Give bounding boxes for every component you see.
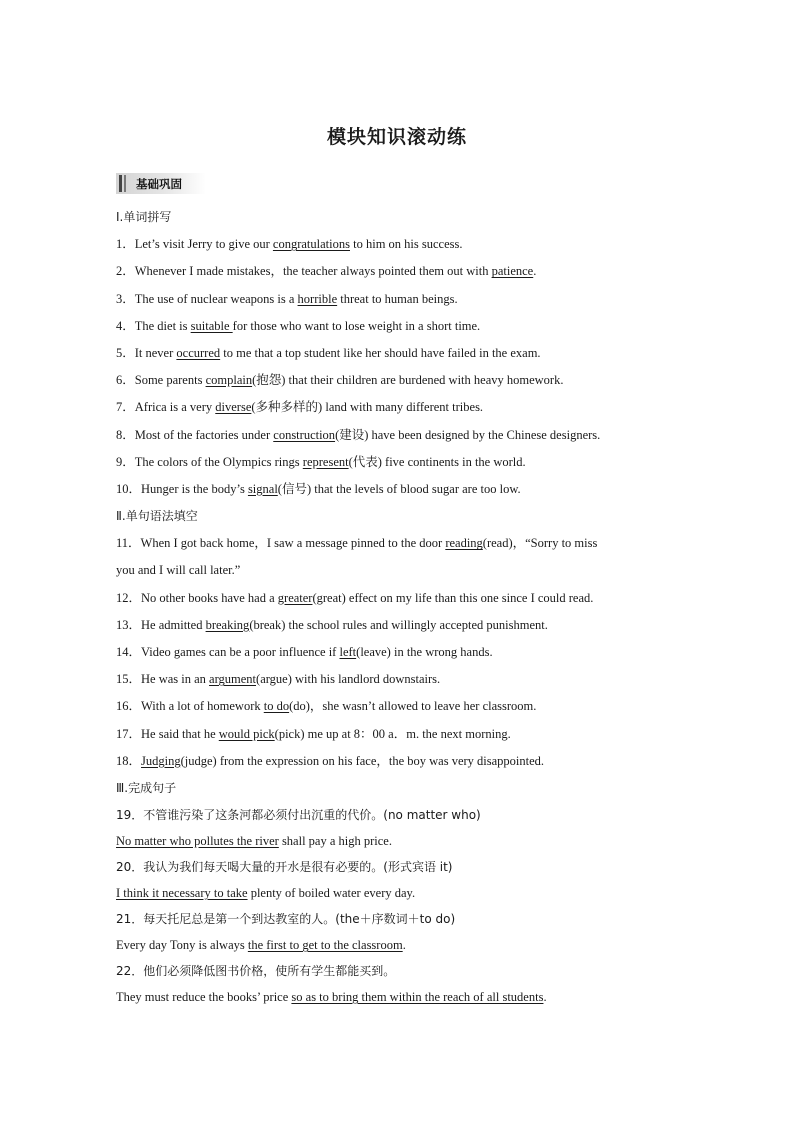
question-item	[116, 639, 686, 666]
question-text: (great) effect on my life than this one since I could read.	[312, 590, 594, 605]
question-text: 7．Africa is a very	[116, 400, 216, 415]
question-item	[116, 313, 686, 340]
chinese-prompt: 20．我认为我们每天喝大量的开水是很有必要的。(形式宾语 it)	[116, 860, 453, 875]
question-text: (argue) with his landlord downstairs.	[256, 672, 441, 687]
answer-line	[116, 828, 686, 854]
question-text: (break) the school rules and willingly accepted punishment.	[249, 617, 548, 632]
answer-text: signal	[247, 481, 278, 496]
sentence-text: They must reduce the books’ price	[116, 990, 292, 1005]
answer-text: breaking	[205, 617, 250, 632]
question-text: (judge) from the expression on his face，the boy was very disappointed.	[180, 753, 545, 768]
question-item	[116, 666, 686, 693]
section-tag	[116, 173, 206, 194]
question-item	[116, 585, 686, 612]
answer-text: No matter who pollutes the river	[116, 834, 279, 849]
question-text: 16．With a lot of homework	[116, 699, 264, 714]
answer-text: occurred	[176, 345, 221, 360]
question-text: threat to human beings.	[337, 291, 458, 306]
question-text: 18．	[116, 753, 142, 768]
question-text: 2．Whenever I made mistakes，the teacher always pointed them out with	[116, 264, 492, 279]
question-text: to him on his success.	[350, 237, 463, 252]
question-text: 6．Some parents	[116, 373, 206, 388]
question-continuation: you and I will call later.”	[116, 563, 241, 578]
question-item	[116, 286, 686, 313]
question-item	[116, 721, 686, 748]
tag-bar-icon	[119, 175, 122, 192]
question-text: 10．Hunger is the body’s	[116, 481, 248, 496]
question-text: (pick) me up at 8：00 a．m. the next morning.	[274, 726, 511, 741]
question-item	[116, 530, 686, 557]
exercise-content	[116, 204, 686, 1010]
question-text: (read)，“Sorry to miss	[482, 536, 598, 551]
question-text: 1．Let’s visit Jerry to give our	[116, 237, 273, 252]
answer-text: so as to bring them within the reach of all students	[291, 990, 544, 1005]
part2-list	[116, 585, 686, 775]
part3-heading: Ⅲ.完成句子	[116, 780, 177, 795]
answer-text: represent	[302, 454, 349, 469]
question-item	[116, 449, 686, 476]
sentence-text: shall pay a high price.	[278, 834, 392, 849]
answer-text: I think it necessary to take	[116, 886, 248, 901]
question-text: to me that a top student like her should have failed in the exam.	[220, 345, 541, 360]
question-text: (建设) have been designed by the Chinese designers.	[335, 427, 601, 442]
question-item	[116, 394, 686, 421]
answer-text: congratulations	[272, 237, 350, 252]
answer-line	[116, 932, 686, 958]
sentence-text: .	[543, 990, 547, 1005]
page-title: 模块知识滚动练	[326, 126, 467, 148]
question-text: 13．He admitted	[116, 617, 206, 632]
question-text: 8．Most of the factories under	[116, 427, 274, 442]
question-text: 4．The diet is	[116, 318, 191, 333]
question-text: 14．Video games can be a poor influence if	[116, 645, 340, 659]
answer-text: complain	[205, 373, 253, 388]
question-item	[116, 693, 686, 720]
question-text: (抱怨) that their children are burdened with heavy homework.	[252, 373, 564, 388]
question-text: 5．It never	[116, 345, 177, 360]
answer-text: patience	[491, 264, 534, 279]
sentence-text: plenty of boiled water every day.	[247, 886, 416, 901]
sentence-text: Every day Tony is always	[116, 938, 248, 953]
part2-heading: Ⅱ.单句语法填空	[116, 509, 198, 524]
question-text: for those who want to lose weight in a short time.	[232, 318, 481, 333]
answer-text: the first to get to the classroom	[247, 938, 403, 953]
question-text: (do)，she wasn’t allowed to leave her classroom.	[289, 699, 537, 714]
question-text: 9．The colors of the Olympics rings	[116, 454, 303, 469]
answer-text: would pick	[218, 726, 275, 741]
answer-text: Judging	[141, 753, 181, 768]
answer-text: left	[339, 645, 357, 659]
question-item	[116, 612, 686, 639]
sentence-text: .	[402, 938, 406, 953]
question-item	[116, 340, 686, 367]
part1-list	[116, 231, 686, 503]
answer-text: suitable	[190, 318, 233, 333]
answer-text: argument	[209, 672, 257, 687]
question-item	[116, 476, 686, 503]
question-item	[116, 422, 686, 449]
question-text: 11．When I got back home，I saw a message pinned to the door	[116, 536, 446, 551]
question-text: 15．He was in an	[116, 672, 210, 687]
question-text: (信号) that the levels of blood sugar are too low.	[277, 481, 521, 496]
part1-heading: Ⅰ.单词拼写	[116, 210, 172, 224]
section-tag-label: 基础巩固	[136, 176, 182, 191]
question-text: 3．The use of nuclear weapons is a	[116, 291, 298, 306]
question-text: .	[533, 264, 537, 279]
question-item	[116, 367, 686, 394]
answer-line	[116, 880, 686, 906]
question-item	[116, 231, 686, 258]
answer-text: construction	[273, 427, 336, 442]
question-item	[116, 258, 686, 285]
answer-text: to do	[263, 699, 290, 714]
part3-list	[116, 802, 686, 1010]
answer-text: greater	[277, 590, 313, 605]
chinese-prompt: 19．不管谁污染了这条河都必须付出沉重的代价。(no matter who)	[116, 808, 481, 823]
answer-text: diverse	[215, 400, 252, 415]
question-text: 17．He said that he	[116, 726, 219, 741]
answer-text: horrible	[297, 291, 338, 306]
answer-line	[116, 984, 686, 1010]
chinese-prompt: 21．每天托尼总是第一个到达教室的人。(the＋序数词＋to do)	[116, 912, 456, 927]
question-text: 12．No other books have had a	[116, 590, 278, 605]
question-text: (代表) five continents in the world.	[348, 454, 526, 469]
question-text: (多种多样的) land with many different tribes.	[251, 400, 484, 415]
chinese-prompt: 22．他们必须降低图书价格，使所有学生都能买到。	[116, 964, 396, 979]
answer-text: reading	[445, 536, 483, 551]
tag-bar-icon	[124, 175, 126, 192]
question-item	[116, 748, 686, 775]
question-text: (leave) in the wrong hands.	[356, 645, 493, 659]
